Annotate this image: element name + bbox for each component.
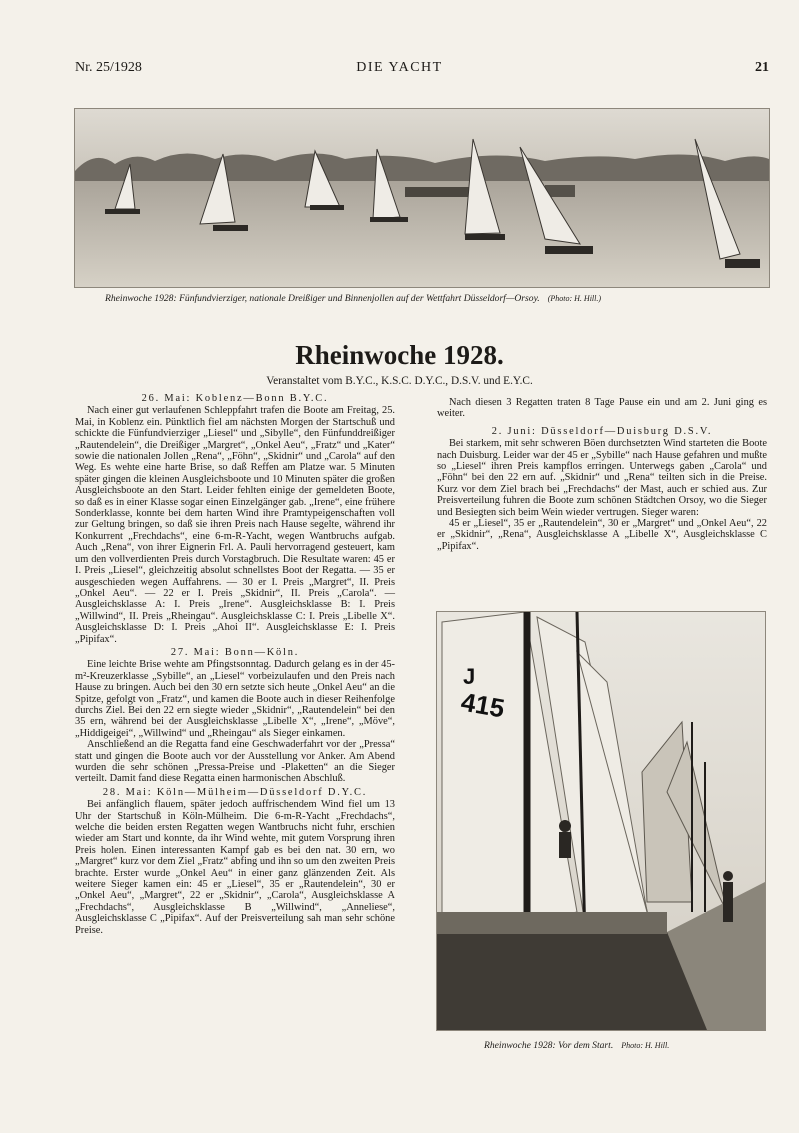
paragraph: Nach einer gut verlaufenen Schleppfahrt trafen die Boote am Freitag, 25. Mai, in Koblenz ein. Pünktlich fiel am nächsten Morgen der Startschuß und schickte die Fünfundvierziger „Liesel“ und „Sibylle“, den Fünfunddreißiger „Rautendelein“, die Dreißiger „Margret“, „Onkel Aeu“, „Fratz“ und „Kater“ sowie die nationalen Jollen „Rena“, „Föhn“, „Skidnir“ und „Carola“ auf den Weg. Es wehte eine harte Brise, so daß Reffen am Platze war. 5 Minuten später gingen die kleinen Ausgleichsboote und 10 Minuten später die großen Ausgleichsboote an den Start. Leider fehlten einige der gemeldeten Boote, so daß es in einer Klasse sogar einen Einzelgänger gab. „Irene“, eine frühere Sonderklasse, konnte bei dem harten Wind ihre Pramtypeigenschaften voll zur Geltung bringen, so daß sie ihren Preis nach Hause segelte, während ihr Konkurrent „Frechdachs“, eine 6-m-R-Yacht, wegen Wantbruchs aufgab. Auch „Rena“, von ihrer Eignerin Frl. A. Pauli hervorragend gesteuert, kam um den vollverdienten Preis durch Vorstagbruch. Die Resultate waren: 45 er I. Preis „Liesel“, gleichzeitig absolut schnellstes Boot der Regatta. — 35 er ausgeschieden wegen Auffahrens. — 30 er I. Preis „Margret“, II. Preis „Onkel Aeu“. — 22 er I. Preis „Skidnir“, II. Preis „Carola“. — Ausgleichsklasse A: I. Preis „Irene“. Ausgleichsklasse B: I. Preis „Willwind“, II. Preis „Rheingau“. Ausgleichsklasse C: I. Preis „Libelle X“. Ausgleichsklasse D: I. Preis „Ahoi II“. Ausgleichsklasse E: I. Preis „Pipifax“. [75, 405, 395, 645]
left-column [75, 391, 395, 936]
paragraph: Nach diesen 3 Regatten traten 8 Tage Pause ein und am 2. Juni ging es weiter. [437, 397, 767, 420]
right-column [437, 397, 767, 552]
paragraph: Eine leichte Brise wehte am Pfingstsonntag. Dadurch gelang es in der 45-m²-Kreuzerklasse „Sybille“, an „Liesel“ vorbeizulaufen und den Preis nach Hause zu bringen. Auch bei den 30 ern setzte sich heute „Onkel Aeu“ an die Spitze, gefolgt von „Fratz“, und kamen die Boote auch in dieser Reihenfolge durchs Ziel. Bei den 22 ern siegte wieder „Skidnir“, „Rautendelein“ bei den 35 ern, während bei der Ausgleichsklasse „Libelle X“, „Irene“, „Möve“, „Hiddigeigei“, „Willwind“ und „Rheingau“ als Sieger einkamen. [75, 659, 395, 739]
article-subtitle: Veranstaltet vom B.Y.C., K.S.C. D.Y.C., D.S.V. und E.Y.C. [266, 375, 533, 387]
top-photo-credit: (Photo: H. Hill.) [547, 294, 602, 303]
page-number: 21 [755, 60, 769, 75]
issue-number: Nr. 25/1928 [75, 60, 142, 75]
top-photo [74, 108, 770, 288]
section-heading: 26. Mai: Koblenz—Bonn B.Y.C. [141, 393, 329, 404]
paragraph: Bei starkem, mit sehr schweren Böen durchsetzten Wind starteten die Boote nach Duisburg. Leider war der 45 er „Sybille“ nach Hause gefahren und mußte so „Liesel“ ihren Preis kampflos erringen. Unterwegs gaben „Carola“ und „Föhn“ bei den 22 ern auf. „Skidnir“ und „Rena“ teilten sich in die Preise. Kurz vor dem Ziel brach bei „Frechdachs“ der Mast, auch er schied aus. Zur Preisverteilung fuhren die Boote zum schönen Städtchen Orsoy, wo die Sieger und Besiegten sich beim Wein wieder vertrugen. Sieger waren: [437, 438, 767, 518]
bottom-photo [436, 611, 766, 1031]
section-heading: 2. Juni: Düsseldorf—Duisburg D.S.V. [491, 425, 713, 437]
top-photo-caption-text: Rheinwoche 1928: Fünfundvierziger, nationale Dreißiger und Binnenjollen auf der Wettfahrt Düsseldorf—Orsoy. [105, 293, 540, 304]
section-heading: 28. Mai: Köln—Mülheim—Düsseldorf D.Y.C. [102, 786, 368, 798]
paragraph: Anschließend an die Regatta fand eine Geschwaderfahrt vor der „Pressa“ statt und gingen die Boote auch vor der Ausstellung vor Anker. Am Abend wurden die sehr schönen „Pressa-Preise und -Plaketten“ an die Sieger verteilt. Damit fand diese Regatta einen harmonischen Abschluß. [75, 739, 395, 785]
paragraph: 45 er „Liesel“, 35 er „Rautendelein“, 30 er „Margret“ und „Onkel Aeu“, 22 er „Skidnir“, „Rena“, Ausgleichsklasse A „Libelle X“, Ausgleichsklasse C „Pipifax“. [437, 518, 767, 552]
sail-letter: J [463, 664, 476, 689]
bottom-photo-caption-text: Rheinwoche 1928: Vor dem Start. [484, 1040, 614, 1051]
sail-number: 415 [458, 686, 507, 724]
article-title: Rheinwoche 1928. [295, 340, 504, 370]
bottom-photo-caption [484, 1040, 669, 1051]
magazine-name: DIE YACHT [356, 60, 443, 75]
bottom-photo-credit: Photo: H. Hill. [621, 1041, 670, 1050]
regatta-photo-illustration [75, 109, 769, 287]
harbor-photo-illustration [437, 612, 765, 1030]
section-heading: 27. Mai: Bonn—Köln. [170, 646, 300, 658]
paragraph: Bei anfänglich flauem, später jedoch auffrischendem Wind fiel um 13 Uhr der Startschuß in Köln-Mülheim. Die 6-m-R-Yacht „Frechdachs“, welche die beiden ersten Regatten wegen Wantbruchs nicht fuhr, erschien wieder am Start und konnte, da ihr Wind wehte, mit gutem Vorsprung ihren Preis holen. Einen interessanten Kampf gab es bei den nat. 30 ern, wo „Margret“ kurz vor dem Ziel „Fratz“ abfing und ihn so um den zweiten Preis brachte. Erster wurde „Onkel Aeu“ in einer ganz glänzenden Zeit. Als weitere Sieger kamen ein: 45 er „Liesel“, 35 er „Rautendelein“, 30 er „Onkel Aeu“, „Margret“, 22 er „Skidnir“, „Carola“, Ausgleichsklasse A „Frechdachs“, Ausgleichsklasse B „Willwind“, „Anneliese“, Ausgleichsklasse C „Pipifax“. Auf der Preisverteilung sah man sehr schöne Preise. [75, 799, 395, 936]
top-photo-caption [105, 293, 601, 304]
